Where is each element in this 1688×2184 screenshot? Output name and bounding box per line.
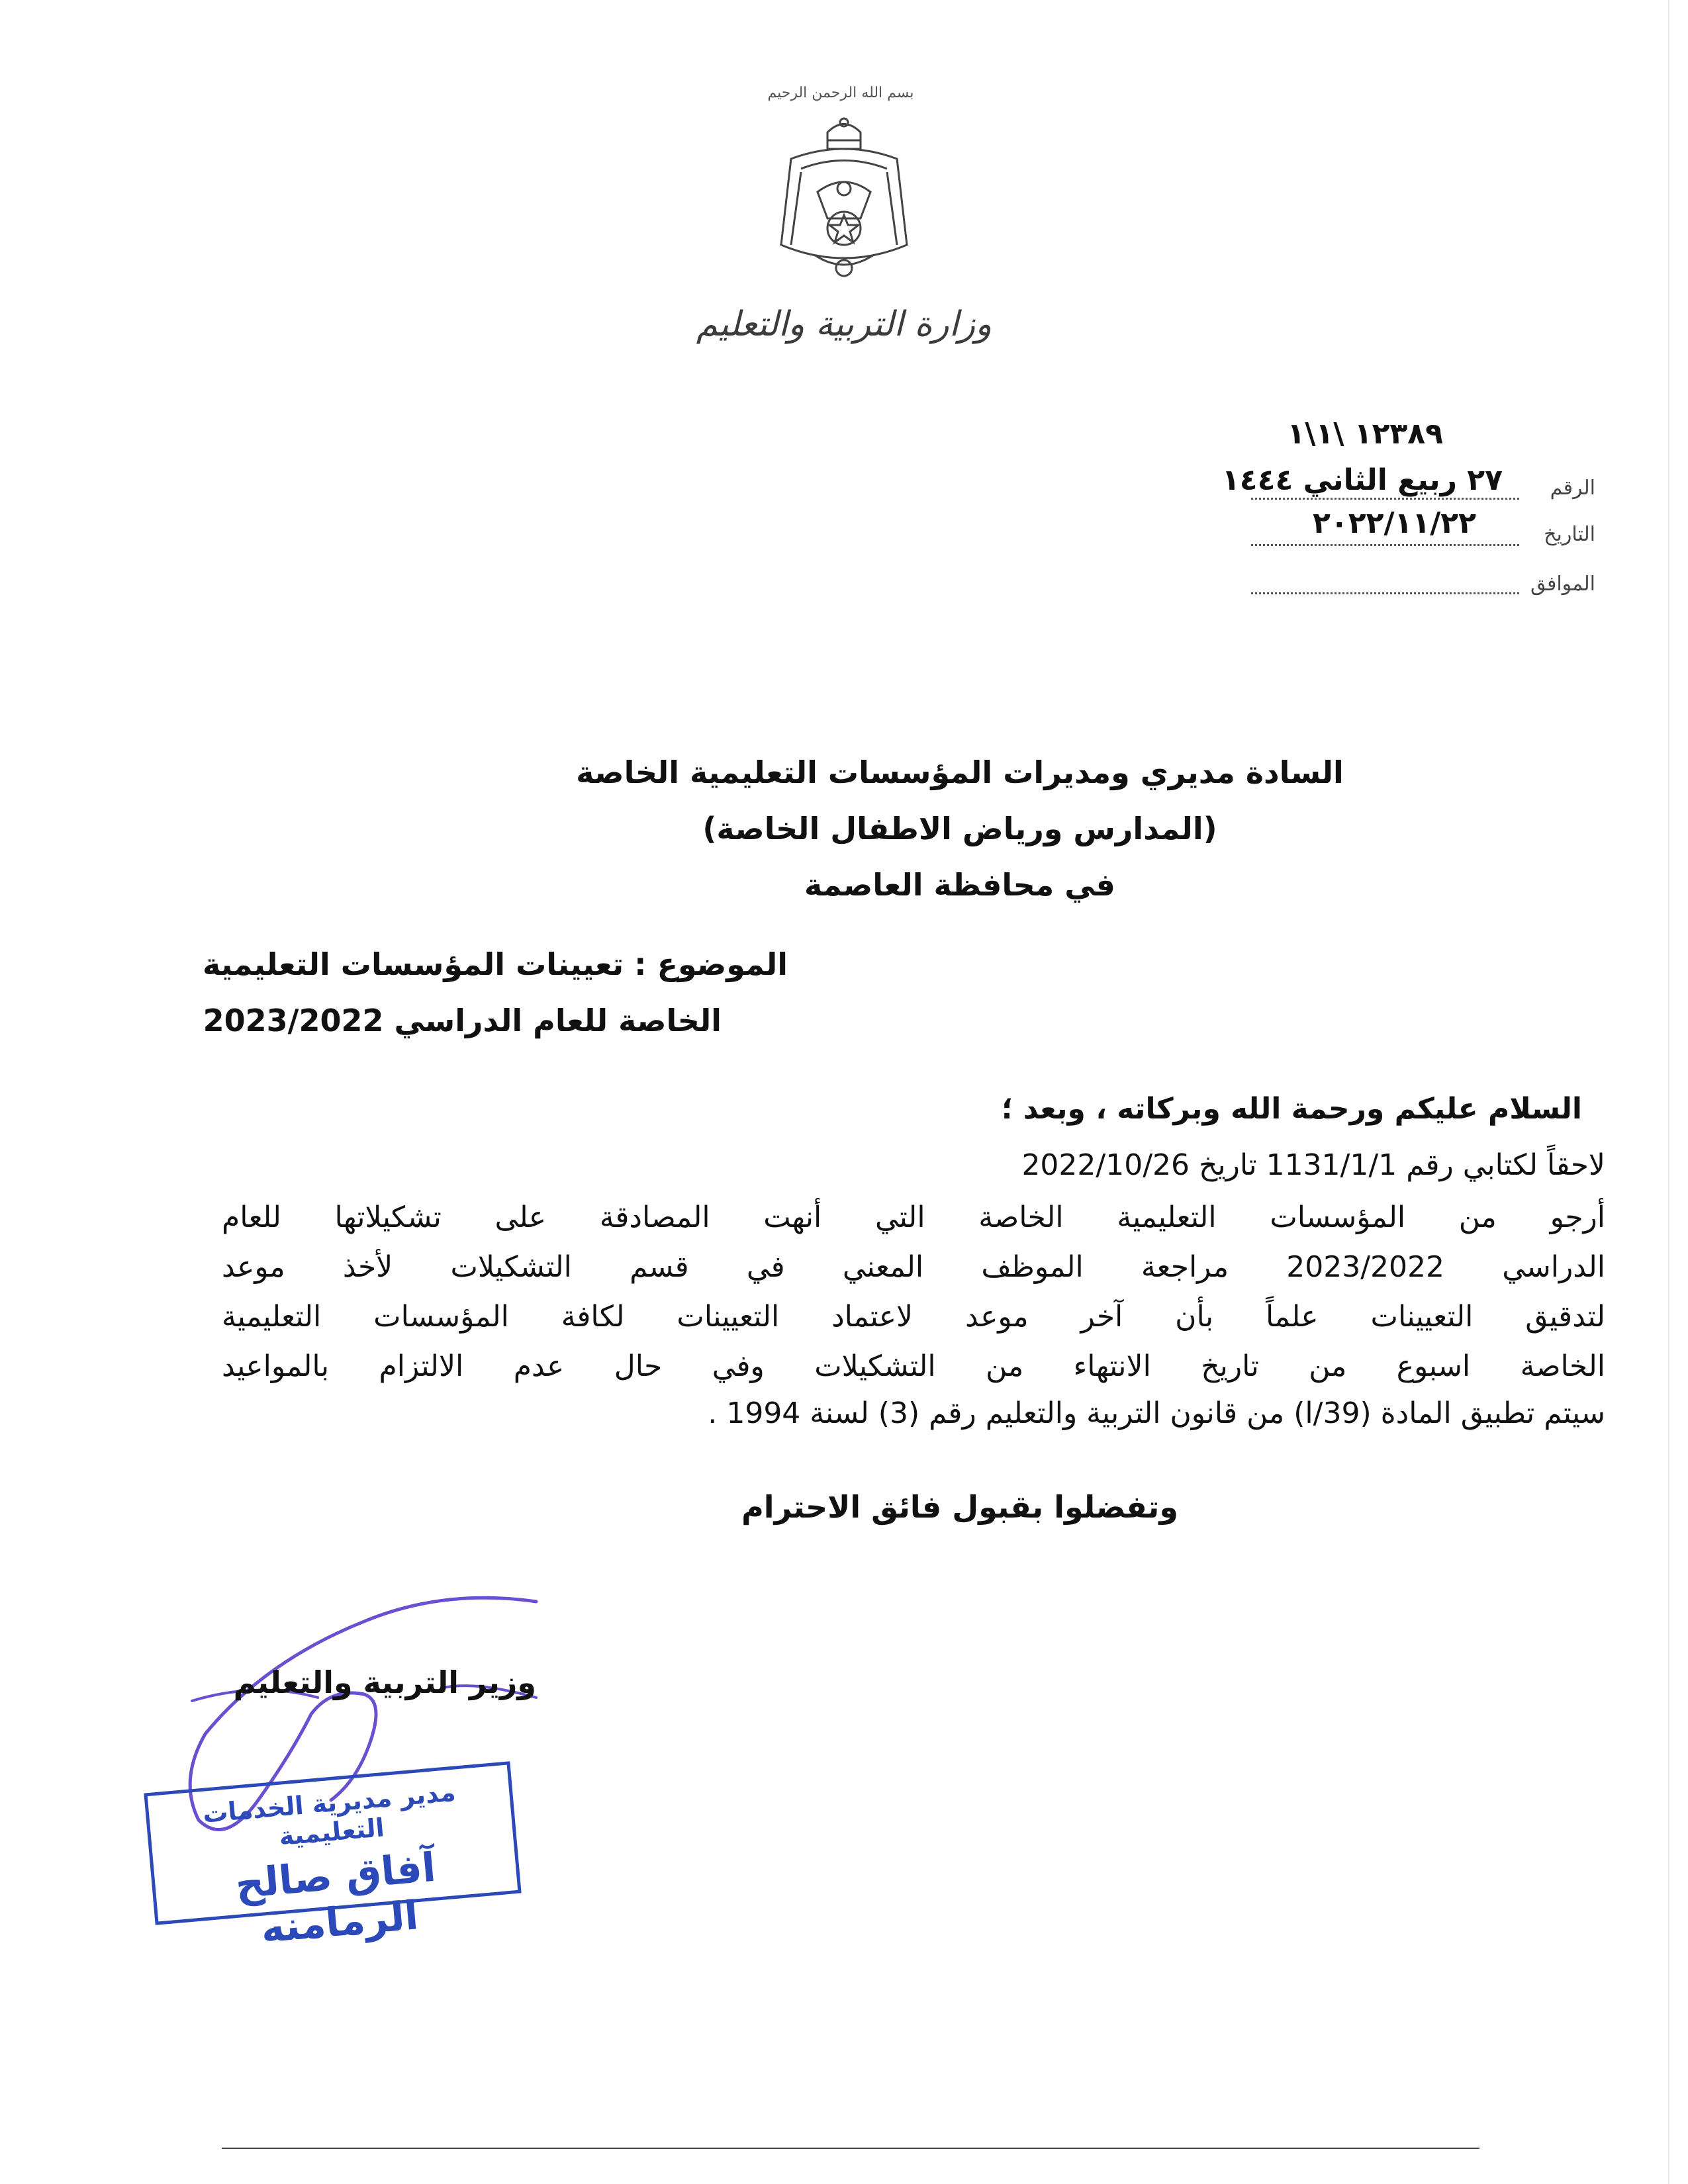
stamp-line-1: مدير مديرية الخدمات التعليمية bbox=[201, 1777, 457, 1851]
body-line-3: الدراسي 2023/2022 مراجعة الموظف المعني في قسم التشكيلات لأخذ موعد bbox=[222, 1250, 1605, 1284]
reference-number-value: ١٢٣٨٩ \١\١ bbox=[1287, 417, 1443, 451]
body-line-4: لتدقيق التعيينات علماً بأن آخر موعد لاعتماد التعيينات لكافة المؤسسات التعليمية bbox=[222, 1300, 1605, 1334]
body-line-1: لاحقاً لكتابي رقم 1131/1/1 تاريخ 2022/10/26 bbox=[1021, 1148, 1605, 1182]
recipient-line-2: (المدارس ورياض الاطفال الخاصة) bbox=[702, 811, 1217, 846]
date-dots bbox=[1251, 544, 1519, 546]
body-line-5: الخاصة اسبوع من تاريخ الانتهاء من التشكيلات وفي حال عدم الالتزام بالمواعيد bbox=[222, 1349, 1605, 1383]
date-label: التاريخ bbox=[1544, 523, 1595, 546]
ministry-name-logo: وزارة التربية والتعليم bbox=[696, 304, 992, 344]
closing: وتفضلوا بقبول فائق الاحترام bbox=[741, 1489, 1178, 1525]
reference-number-dots bbox=[1251, 498, 1519, 500]
hijri-date-value: ٢٧ ربيع الثاني ١٤٤٤ bbox=[1221, 463, 1503, 497]
subject-line-1: الموضوع : تعيينات المؤسسات التعليمية bbox=[202, 946, 788, 982]
basmala: بسم الله الرحمن الرحيم bbox=[767, 85, 914, 101]
reference-number-label: الرقم bbox=[1550, 477, 1595, 500]
body-line-6: سيتم تطبيق المادة (39/ا) من قانون التربية والتعليم رقم (3) لسنة 1994 . bbox=[708, 1396, 1605, 1430]
signature-title: وزير التربية والتعليم bbox=[233, 1664, 536, 1700]
date-value: ٢٠٢٢/١١/٢٢ bbox=[1313, 506, 1476, 540]
corresponding-label: الموافق bbox=[1530, 572, 1595, 596]
stamp-line-2: آفاق صالح الرمامنه bbox=[233, 1844, 438, 1952]
subject-line-2: الخاصة للعام الدراسي 2023/2022 bbox=[203, 1003, 722, 1038]
corresponding-dots bbox=[1251, 592, 1519, 594]
recipient-line-1: السادة مديري ومديرات المؤسسات التعليمية الخاصة bbox=[576, 754, 1344, 790]
page-edge bbox=[1668, 0, 1669, 2184]
recipient-line-3: في محافظة العاصمة bbox=[804, 867, 1115, 903]
greeting: السلام عليكم ورحمة الله وبركاته ، وبعد ؛ bbox=[1001, 1092, 1582, 1126]
footer-rule bbox=[222, 2148, 1479, 2149]
body-line-2: أرجو من المؤسسات التعليمية الخاصة التي أنهت المصادقة على تشكيلاتها للعام bbox=[222, 1201, 1605, 1234]
royal-coat-of-arms-emblem bbox=[761, 113, 927, 285]
